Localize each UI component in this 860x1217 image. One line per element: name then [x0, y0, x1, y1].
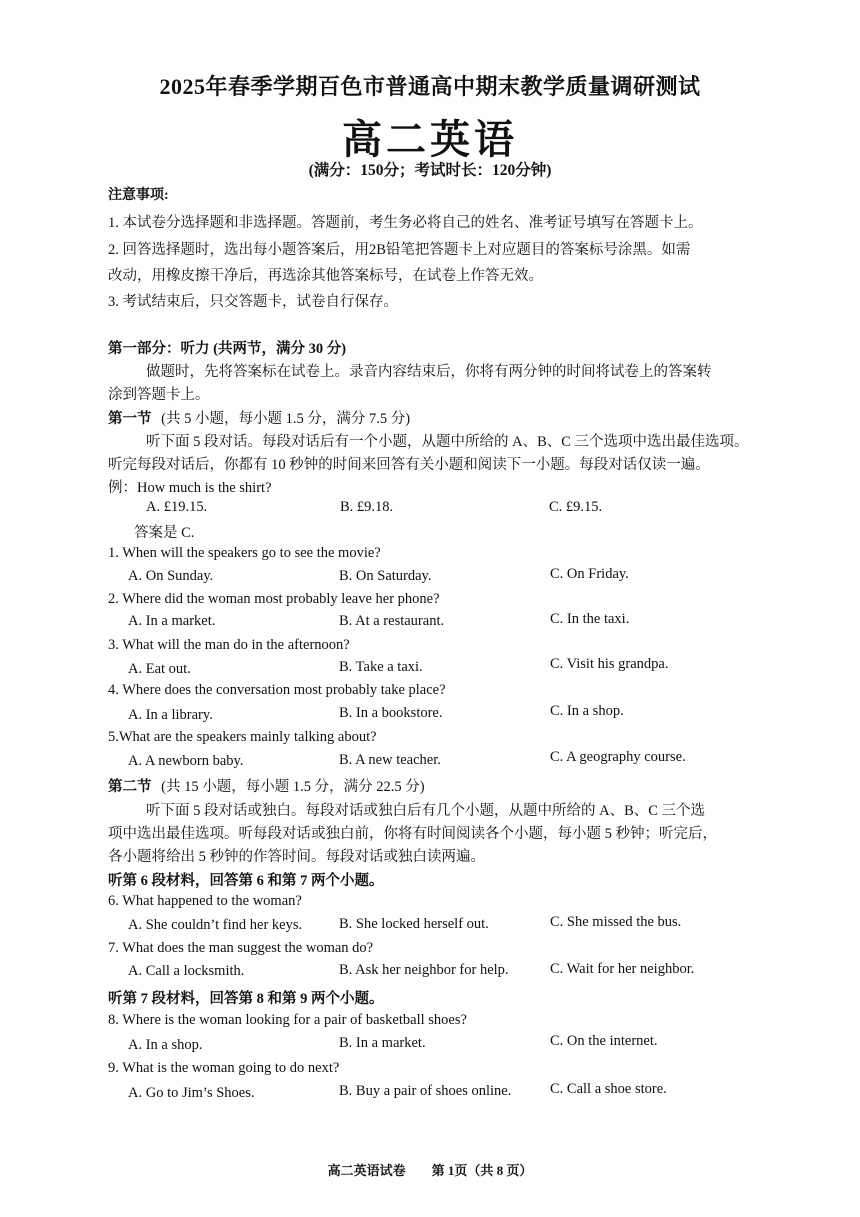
option-a: A. In a shop. — [128, 1037, 203, 1053]
option-c: C. In the taxi. — [550, 611, 630, 627]
option-b: B. At a restaurant. — [339, 613, 445, 629]
section2-header — [108, 775, 425, 796]
example-option-b: B. £9.18. — [340, 499, 394, 515]
exam-title: 2025年春季学期百色市普通高中期末教学质量调研测试 — [159, 74, 701, 99]
page-footer: 高二英语试卷 第 1页（共 8 页） — [327, 1163, 533, 1178]
option-b: B. She locked herself out. — [339, 916, 489, 932]
option-c: C. Visit his grandpa. — [550, 656, 669, 672]
section2-intro-1: 听下面 5 段对话或独白。每段对话或独白后有几个小题，从题中所给的 A、B、C 三个选 — [146, 803, 706, 819]
option-a: A. She couldn’t find her keys. — [128, 917, 303, 933]
example-question: 例：How much is the shirt? — [108, 480, 272, 496]
option-c: C. Wait for her neighbor. — [550, 961, 695, 977]
question-text: 8. Where is the woman looking for a pair of basketball shoes? — [108, 1012, 467, 1028]
option-c: C. She missed the bus. — [550, 914, 682, 930]
part1-intro-1: 做题时，先将答案标在试卷上。录音内容结束后，你将有两分钟的时间将试卷上的答案转 — [146, 364, 712, 380]
section1-intro-1: 听下面 5 段对话。每段对话后有一个小题，从题中所给的 A、B、C 三个选项中选出最佳选项。 — [146, 434, 749, 450]
section2-heading: 第二节 — [108, 779, 152, 795]
material-7-heading: 听第 7 段材料，回答第 8 和第 9 两个小题。 — [108, 991, 384, 1007]
subject-title: 高二英语 — [342, 117, 518, 162]
option-a: A. A newborn baby. — [128, 753, 244, 769]
option-a: A. Eat out. — [128, 661, 191, 677]
option-b: B. A new teacher. — [339, 752, 441, 768]
exam-info: (满分：150分；考试时长：120分钟) — [308, 162, 552, 179]
question-text: 2. Where did the woman most probably leave her phone? — [108, 591, 440, 607]
option-a: A. Go to Jim’s Shoes. — [128, 1085, 255, 1101]
section2-intro-2: 项中选出最佳选项。听每段对话或独白前，你将有时间阅读各个小题，每小题 5 秒钟；听完后， — [108, 826, 717, 842]
section1-intro-2: 听完每段对话后，你都有 10 秒钟的时间来回答有关小题和阅读下一小题。每段对话仅读一遍。 — [108, 457, 710, 473]
option-a: A. In a market. — [128, 613, 216, 629]
section1-heading: 第一节 — [108, 411, 152, 427]
option-b: B. Ask her neighbor for help. — [339, 962, 509, 978]
example-answer: 答案是 C. — [134, 525, 195, 541]
option-b: B. Take a taxi. — [339, 659, 423, 675]
note-2a: 2. 回答选择题时，选出每小题答案后，用2B铅笔把答题卡上对应题目的答案标号涂黑。如需 — [108, 242, 691, 258]
option-b: B. Buy a pair of shoes online. — [339, 1083, 512, 1099]
option-c: C. A geography course. — [550, 749, 686, 765]
material-6-heading: 听第 6 段材料，回答第 6 和第 7 两个小题。 — [108, 873, 384, 889]
question-text: 9. What is the woman going to do next? — [108, 1060, 340, 1076]
example-option-c: C. £9.15. — [549, 499, 603, 515]
question-text: 7. What does the man suggest the woman do? — [108, 940, 374, 956]
option-b: B. On Saturday. — [339, 568, 432, 584]
note-1: 1. 本试卷分选择题和非选择题。答题前，考生务必将自己的姓名、准考证号填写在答题卡上。 — [108, 215, 703, 231]
notes-heading: 注意事项: — [108, 188, 169, 203]
option-a: A. On Sunday. — [128, 568, 214, 584]
option-c: C. In a shop. — [550, 703, 624, 719]
option-a: A. Call a locksmith. — [128, 963, 245, 979]
note-2b: 改动，用橡皮擦干净后，再选涂其他答案标号，在试卷上作答无效。 — [108, 268, 543, 284]
option-a: A. In a library. — [128, 707, 213, 723]
option-c: C. On Friday. — [550, 566, 629, 582]
section1-header — [108, 407, 410, 428]
section2-meta: (共 15 小题，每小题 1.5 分，满分 22.5 分) — [161, 779, 425, 795]
option-c: C. On the internet. — [550, 1033, 658, 1049]
section2-intro-3: 各小题将给出 5 秒钟的作答时间。每段对话或独白读两遍。 — [108, 849, 485, 865]
question-text: 6. What happened to the woman? — [108, 893, 302, 909]
question-text: 4. Where does the conversation most probably take place? — [108, 682, 446, 698]
option-b: B. In a bookstore. — [339, 705, 443, 721]
section1-meta: (共 5 小题，每小题 1.5 分，满分 7.5 分) — [161, 411, 411, 427]
option-c: C. Call a shoe store. — [550, 1081, 667, 1097]
question-text: 3. What will the man do in the afternoon? — [108, 637, 350, 653]
part1-heading: 第一部分：听力 (共两节，满分 30 分) — [108, 341, 347, 357]
question-text: 5.What are the speakers mainly talking about? — [108, 729, 377, 745]
example-option-a: A. £19.15. — [146, 499, 208, 515]
part1-intro-2: 涂到答题卡上。 — [108, 387, 210, 403]
question-text: 1. When will the speakers go to see the movie? — [108, 545, 381, 561]
note-3: 3. 考试结束后，只交答题卡，试卷自行保存。 — [108, 294, 398, 310]
option-b: B. In a market. — [339, 1035, 426, 1051]
